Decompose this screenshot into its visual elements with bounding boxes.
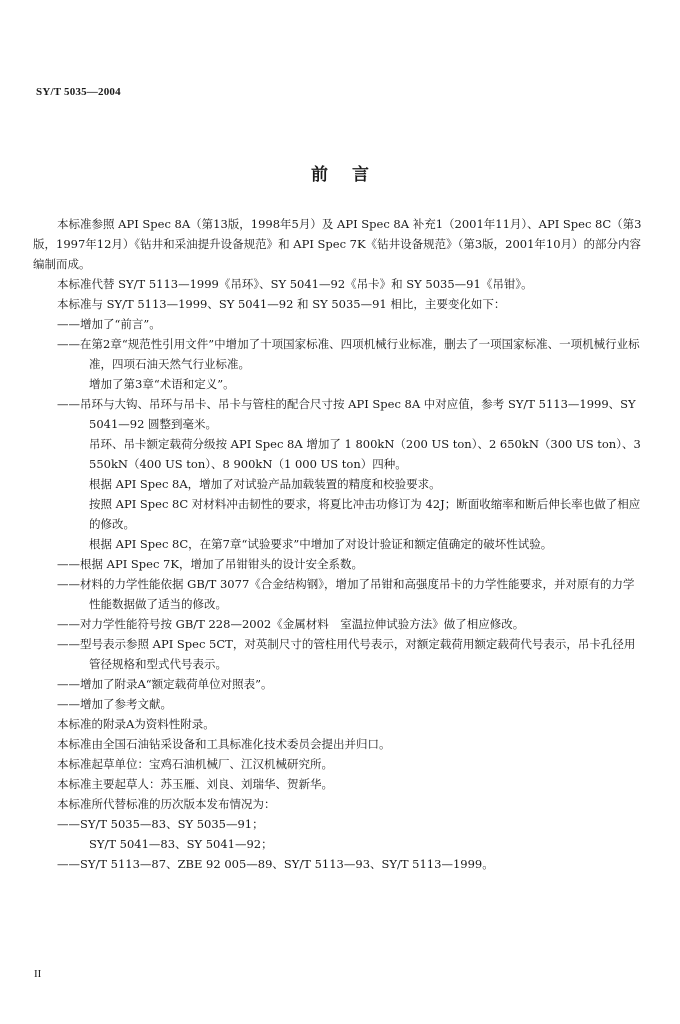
paragraph-drafting-unit: 本标准起草单位：宝鸡石油机械厂、江汉机械研究所。 xyxy=(57,757,333,771)
standard-code: SY/T 5035—2004 xyxy=(36,86,121,98)
change-item: ——在第2章“规范性引用文件”中增加了十项国家标准、四项机械行业标准，删去了一项国家标准、一项机械行业标准，四项石油天然气行业标准。 xyxy=(57,337,640,371)
paragraph-changes-intro: 本标准与 SY/T 5113—1999、SY 5041—92 和 SY 5035—91 相比，主要变化如下： xyxy=(57,297,506,311)
history-item: ——SY/T 5035—83、SY 5035—91； xyxy=(57,817,264,831)
change-item: ——根据 API Spec 7K，增加了吊钳钳头的设计安全系数。 xyxy=(57,557,363,571)
change-item: ——增加了参考文献。 xyxy=(57,697,172,711)
change-subitem: 按照 API Spec 8C 对材料冲击韧性的要求，将夏比冲击功修订为 42J；断面收缩率和断后伸长率也做了相应的修改。 xyxy=(89,497,641,531)
change-item: ——吊环与大钩、吊环与吊卡、吊卡与管柱的配合尺寸按 API Spec 8A 中对应值，参考 SY/T 5113—1999、SY 5041—92 圆整到毫米。 xyxy=(57,397,636,431)
history-item: ——SY/T 5113—87、ZBE 92 005—89、SY/T 5113—93、SY/T 5113—1999。 xyxy=(57,857,494,871)
change-item: ——增加了附录A“额定载荷单位对照表”。 xyxy=(57,677,273,691)
paragraph-drafters: 本标准主要起草人：苏玉雁、刘良、刘瑞华、贺新华。 xyxy=(57,777,333,791)
change-item: ——型号表示参照 API Spec 5CT，对英制尺寸的管柱用代号表示，对额定载荷用额定载荷代号表示，吊卡孔径用管径规格和型式代号表示。 xyxy=(57,637,636,671)
change-subitem: 增加了第3章“术语和定义”。 xyxy=(89,377,235,391)
page-number: II xyxy=(34,968,42,980)
page-title: 前言 xyxy=(311,165,393,185)
document-body xyxy=(33,214,645,874)
change-subitem: 吊环、吊卡额定载荷分级按 API Spec 8A 增加了 1 800kN（200 US ton）、2 650kN（300 US ton）、3 550kN（400 US ton）、8 900kN（1 000 US ton）四种。 xyxy=(89,437,641,471)
change-item: ——对力学性能符号按 GB/T 228—2002《金属材料 室温拉伸试验方法》做了相应修改。 xyxy=(57,617,525,631)
change-subitem: 根据 API Spec 8C，在第7章“试验要求”中增加了对设计验证和额定值确定的破坏性试验。 xyxy=(89,537,553,551)
paragraph-history-intro: 本标准所代替标准的历次版本发布情况为： xyxy=(57,797,276,811)
paragraph-appendix: 本标准的附录A为资料性附录。 xyxy=(57,717,215,731)
change-subitem: 根据 API Spec 8A，增加了对试验产品加载装置的精度和校验要求。 xyxy=(89,477,441,491)
paragraph-reference: 本标准参照 API Spec 8A（第13版，1998年5月）及 API Spec 8A 补充1（2001年11月）、API Spec 8C（第3版，1997年12月）《钻井和采油提升设备规范》和 API Spec 7K《钻井设备规范》（第3版，2001年10月）的部分内容编制而成。 xyxy=(33,217,642,271)
paragraph-proposer: 本标准由全国石油钻采设备和工具标准化技术委员会提出并归口。 xyxy=(57,737,391,751)
paragraph-replaces: 本标准代替 SY/T 5113—1999《吊环》、SY 5041—92《吊卡》和 SY 5035—91《吊钳》。 xyxy=(57,277,533,291)
history-subitem: SY/T 5041—83、SY 5041—92； xyxy=(89,837,273,851)
change-item: ——增加了“前言”。 xyxy=(57,317,161,331)
change-item: ——材料的力学性能依据 GB/T 3077《合金结构钢》，增加了吊钳和高强度吊卡的力学性能要求，并对原有的力学性能数据做了适当的修改。 xyxy=(57,577,635,611)
